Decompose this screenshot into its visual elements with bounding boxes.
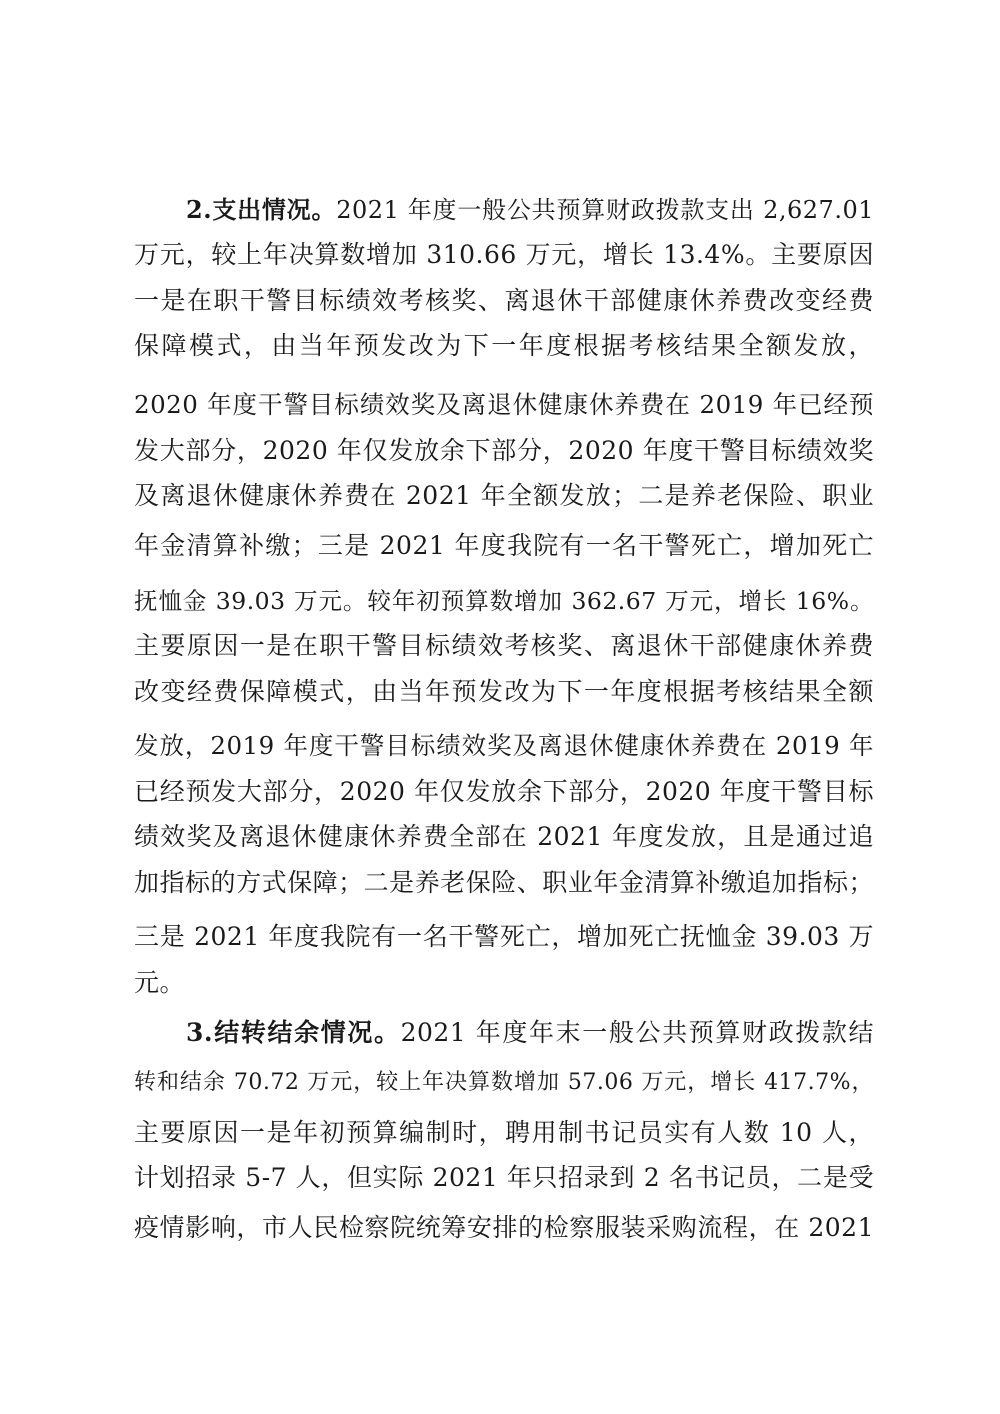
paragraph-line: 主要原因一是在职干警目标绩效考核奖、离退休干部健康休养费 (134, 631, 874, 660)
paragraph-line: 元。 (134, 968, 186, 997)
paragraph-line: 年金清算补缴；三是 2021 年度我院有一名干警死亡，增加死亡 (134, 531, 874, 560)
section2-heading: 2.支出情况。 (186, 195, 337, 224)
section3-text: 2021 年度年末一般公共预算财政拨款结 (400, 1018, 874, 1047)
paragraph-line: 2020 年度干警目标绩效奖及离退休健康休养费在 2019 年已经预 (134, 390, 874, 419)
paragraph-line: 万元，较上年决算数增加 310.66 万元，增长 13.4%。主要原因 (134, 240, 874, 269)
paragraph-line: 一是在职干警目标绩效考核奖、离退休干部健康休养费改变经费 (134, 286, 874, 315)
paragraph-line: 疫情影响，市人民检察院统筹安排的检察服装采购流程，在 2021 (134, 1213, 874, 1242)
paragraph-line: 及离退休健康休养费在 2021 年全额发放；二是养老保险、职业 (134, 481, 874, 510)
section2-text: 2021 年度一般公共预算财政拨款支出 2,627.01 (336, 196, 874, 224)
paragraph-line: 绩效奖及离退休健康休养费全部在 2021 年度发放，且是通过追 (134, 822, 874, 851)
paragraph-line: 三是 2021 年度我院有一名干警死亡，增加死亡抚恤金 39.03 万 (134, 922, 874, 951)
paragraph-line: 发大部分，2020 年仅发放余下部分，2020 年度干警目标绩效奖 (134, 436, 874, 465)
paragraph-line: 发放，2019 年度干警目标绩效奖及离退休健康休养费在 2019 年 (134, 731, 874, 760)
paragraph-line: 抚恤金 39.03 万元。较年初预算数增加 362.67 万元，增长 16%。 (134, 587, 874, 615)
paragraph-line: 保障模式，由当年预发改为下一年度根据考核结果全额发放， (134, 331, 874, 360)
section3-heading: 3.结转结余情况。 (186, 1018, 401, 1047)
paragraph-line: 已经预发大部分，2020 年仅发放余下部分，2020 年度干警目标 (134, 777, 874, 806)
paragraph-line: 加指标的方式保障；二是养老保险、职业年金清算补缴追加指标； (134, 868, 874, 897)
paragraph-line: 改变经费保障模式，由当年预发改为下一年度根据考核结果全额 (134, 677, 874, 706)
section3-line-1 (186, 1013, 874, 1053)
paragraph-line: 转和结余 70.72 万元，较上年决算数增加 57.06 万元，增长 417.7%， (134, 1070, 874, 1095)
paragraph-line: 计划招录 5-7 人，但实际 2021 年只招录到 2 名书记员，二是受 (134, 1163, 874, 1192)
paragraph-line: 主要原因一是年初预算编制时，聘用制书记员实有人数 10 人， (134, 1118, 874, 1147)
section2-line-1 (186, 190, 874, 230)
